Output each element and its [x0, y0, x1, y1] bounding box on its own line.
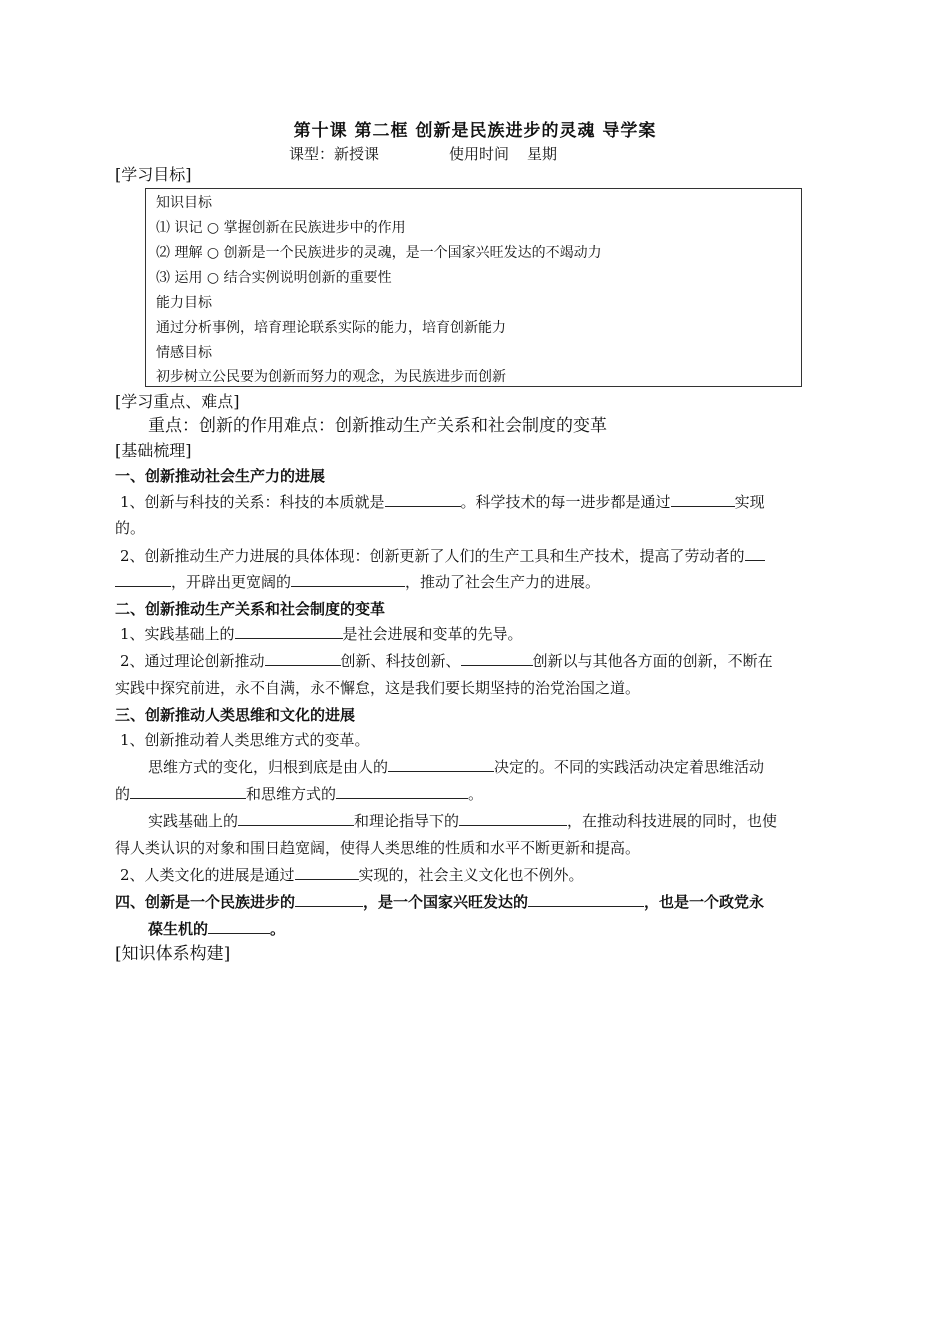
fill-blank[interactable] [459, 810, 567, 826]
goals-box [145, 188, 802, 387]
key-points-text: 重点：创新的作用难点：创新推动生产关系和社会制度的变革 [148, 416, 607, 436]
section-3-item-1: 1、创新推动着人类思维方式的变革。 [120, 731, 370, 749]
fill-blank[interactable] [671, 491, 735, 507]
fill-blank[interactable] [130, 783, 246, 799]
section-1-item-2: 2、创新推动生产力进展的具体体现：创新更新了人们的生产工具和生产技术，提高了劳动者的 [120, 545, 765, 567]
fill-blank[interactable] [388, 756, 494, 772]
emotion-goal-title: 情感目标 [156, 345, 212, 361]
fill-blank[interactable] [336, 783, 468, 799]
section-3-para-3-cont: 得人类认识的对象和围日趋宽阔，使得人类思维的性质和水平不断更新和提高。 [115, 839, 641, 857]
fill-blank[interactable] [115, 571, 171, 587]
key-points-heading: [学习重点、难点] [115, 392, 240, 411]
section-2-item-1: 1、实践基础上的 是社会进展和变革的先导。 [120, 625, 523, 643]
fill-blank[interactable] [528, 891, 644, 907]
section-3-para-2: 思维方式的变化，归根到底是由人的 决定的。不同的实践活动决定着思维活动 [148, 758, 765, 776]
document-title: 第十课 第二框 创新是民族进步的灵魂 导学案 [293, 121, 657, 141]
section-3-title: 三、创新推动人类思维和文化的进展 [115, 706, 356, 724]
section-1-item-1-cont: 的。 [115, 519, 146, 537]
goals-heading: [学习目标] [115, 165, 192, 184]
section-4-line-2: 葆生机的 。 [148, 920, 286, 938]
section-1-item-2-cont: ，开辟出更宽阔的 ，推动了社会生产力的进展。 [115, 571, 600, 593]
knowledge-item-2: ⑵ 理解 ○ 创新是一个民族进步的灵魂，是一个国家兴旺发达的不竭动力 [156, 245, 602, 261]
knowledge-goal-title: 知识目标 [156, 195, 212, 211]
section-2-title: 二、创新推动生产关系和社会制度的变革 [115, 600, 386, 618]
knowledge-item-3: ⑶ 运用 ○ 结合实例说明创新的重要性 [156, 270, 392, 286]
section-3-para-3: 实践基础上的 和理论指导下的 ，在推动科技进展的同时，也使 [148, 812, 778, 830]
knowledge-item-1: ⑴ 识记 ○ 掌握创新在民族进步中的作用 [156, 220, 406, 236]
weekday: 星期 [527, 145, 558, 163]
section-3-item-2: 2、人类文化的进展是通过 实现的，社会主义文化也不例外。 [120, 866, 584, 884]
fill-blank[interactable] [745, 545, 765, 561]
section-1-title: 一、创新推动社会生产力的进展 [115, 467, 326, 485]
fill-blank[interactable] [385, 491, 461, 507]
emotion-goal-text: 初步树立公民要为创新而努力的观念，为民族进步而创新 [156, 369, 506, 385]
ability-goal-title: 能力目标 [156, 295, 212, 311]
ability-goal-text: 通过分析事例，培育理论联系实际的能力，培育创新能力 [156, 320, 506, 336]
section-2-item-2-cont: 实践中探究前进，永不自满，永不懈怠，这是我们要长期坚持的治党治国之道。 [115, 679, 641, 697]
fill-blank[interactable] [461, 650, 533, 666]
fill-blank[interactable] [238, 810, 354, 826]
fill-blank[interactable] [235, 623, 343, 639]
document-subtitle [289, 143, 557, 164]
fill-blank[interactable] [295, 864, 359, 880]
section-1-item-1: 1、创新与科技的关系：科技的本质就是 。科学技术的每一进步都是通过 实现 [120, 493, 765, 511]
fill-blank[interactable] [208, 918, 270, 934]
system-heading: [知识体系构建] [115, 944, 231, 964]
basics-heading: [基础梳理] [115, 441, 192, 460]
fill-blank[interactable] [265, 650, 341, 666]
section-2-item-2: 2、通过理论创新推动 创新、科技创新、 创新以与其他各方面的创新，不断在 [120, 652, 773, 670]
use-time: 使用时间 [449, 145, 510, 163]
fill-blank[interactable] [295, 891, 363, 907]
section-3-para-2-cont: 的 和思维方式的 。 [115, 785, 484, 803]
section-4-line-1: 四、创新是一个民族进步的 ，是一个国家兴旺发达的 ，也是一个政党永 [115, 893, 765, 911]
fill-blank[interactable] [291, 571, 405, 587]
lesson-type: 课型：新授课 [289, 145, 380, 163]
